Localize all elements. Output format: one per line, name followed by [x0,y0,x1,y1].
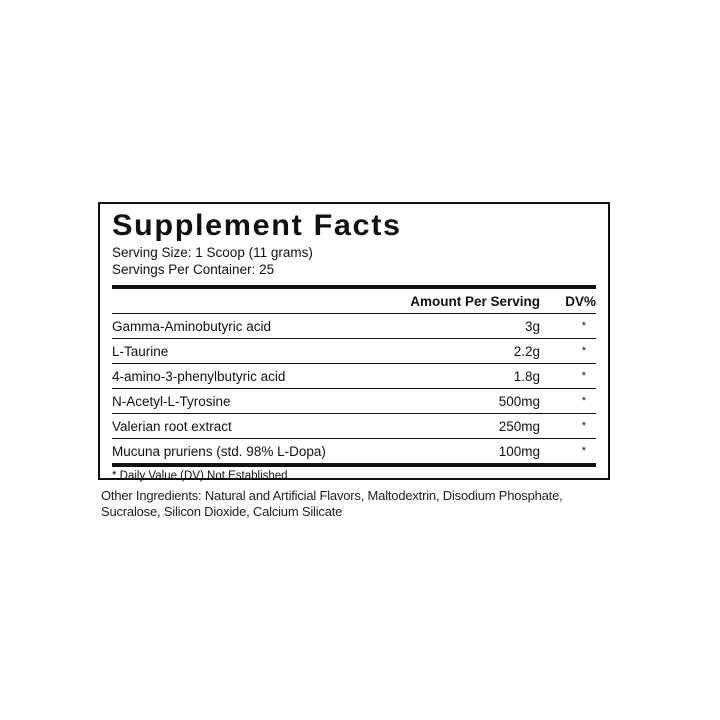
ingredient-amount: 2.2g [513,343,540,359]
header-amount: Amount Per Serving [410,293,540,309]
ingredient-amount: 500mg [498,393,540,409]
header-dv: DV% [565,293,596,309]
ingredient-dv: * [581,420,586,432]
ingredient-dv: * [581,345,586,357]
ingredient-name: L-Taurine [112,343,169,359]
table-row [112,364,596,389]
ingredient-dv: * [581,320,586,332]
ingredient-rows [112,314,596,463]
serving-size: Serving Size: 1 Scoop (11 grams) [112,245,313,260]
ingredient-amount: 100mg [498,443,540,459]
ingredient-name: N-Acetyl-L-Tyrosine [112,393,231,409]
ingredient-dv: * [581,370,586,382]
ingredient-name: Valerian root extract [112,418,232,434]
ingredient-name: 4-amino-3-phenylbutyric acid [112,368,286,384]
table-header [112,289,596,314]
supplement-facts-panel [98,202,610,480]
servings-per-container: Servings Per Container: 25 [112,262,275,277]
table-row [112,389,596,414]
ingredient-name: Mucuna pruriens (std. 98% L-Dopa) [112,443,326,459]
panel-title: Supplement Facts [112,209,402,242]
ingredient-amount: 1.8g [513,368,540,384]
ingredient-name: Gamma-Aminobutyric acid [112,318,272,334]
table-row [112,439,596,463]
ingredient-dv: * [581,395,586,407]
ingredient-amount: 250mg [498,418,540,434]
table-row [112,339,596,364]
ingredient-dv: * [581,445,586,457]
dv-footnote: * Daily Value (DV) Not Established [112,470,288,482]
table-row [112,414,596,439]
table-row [112,314,596,339]
bottom-rule [112,463,596,467]
ingredient-amount: 3g [524,318,540,334]
other-ingredients: Other Ingredients: Natural and Artificial Flavors, Maltodextrin, Disodium Phosphate, Sucralose, Silicon Dioxide, Calcium Silicate [101,488,563,519]
